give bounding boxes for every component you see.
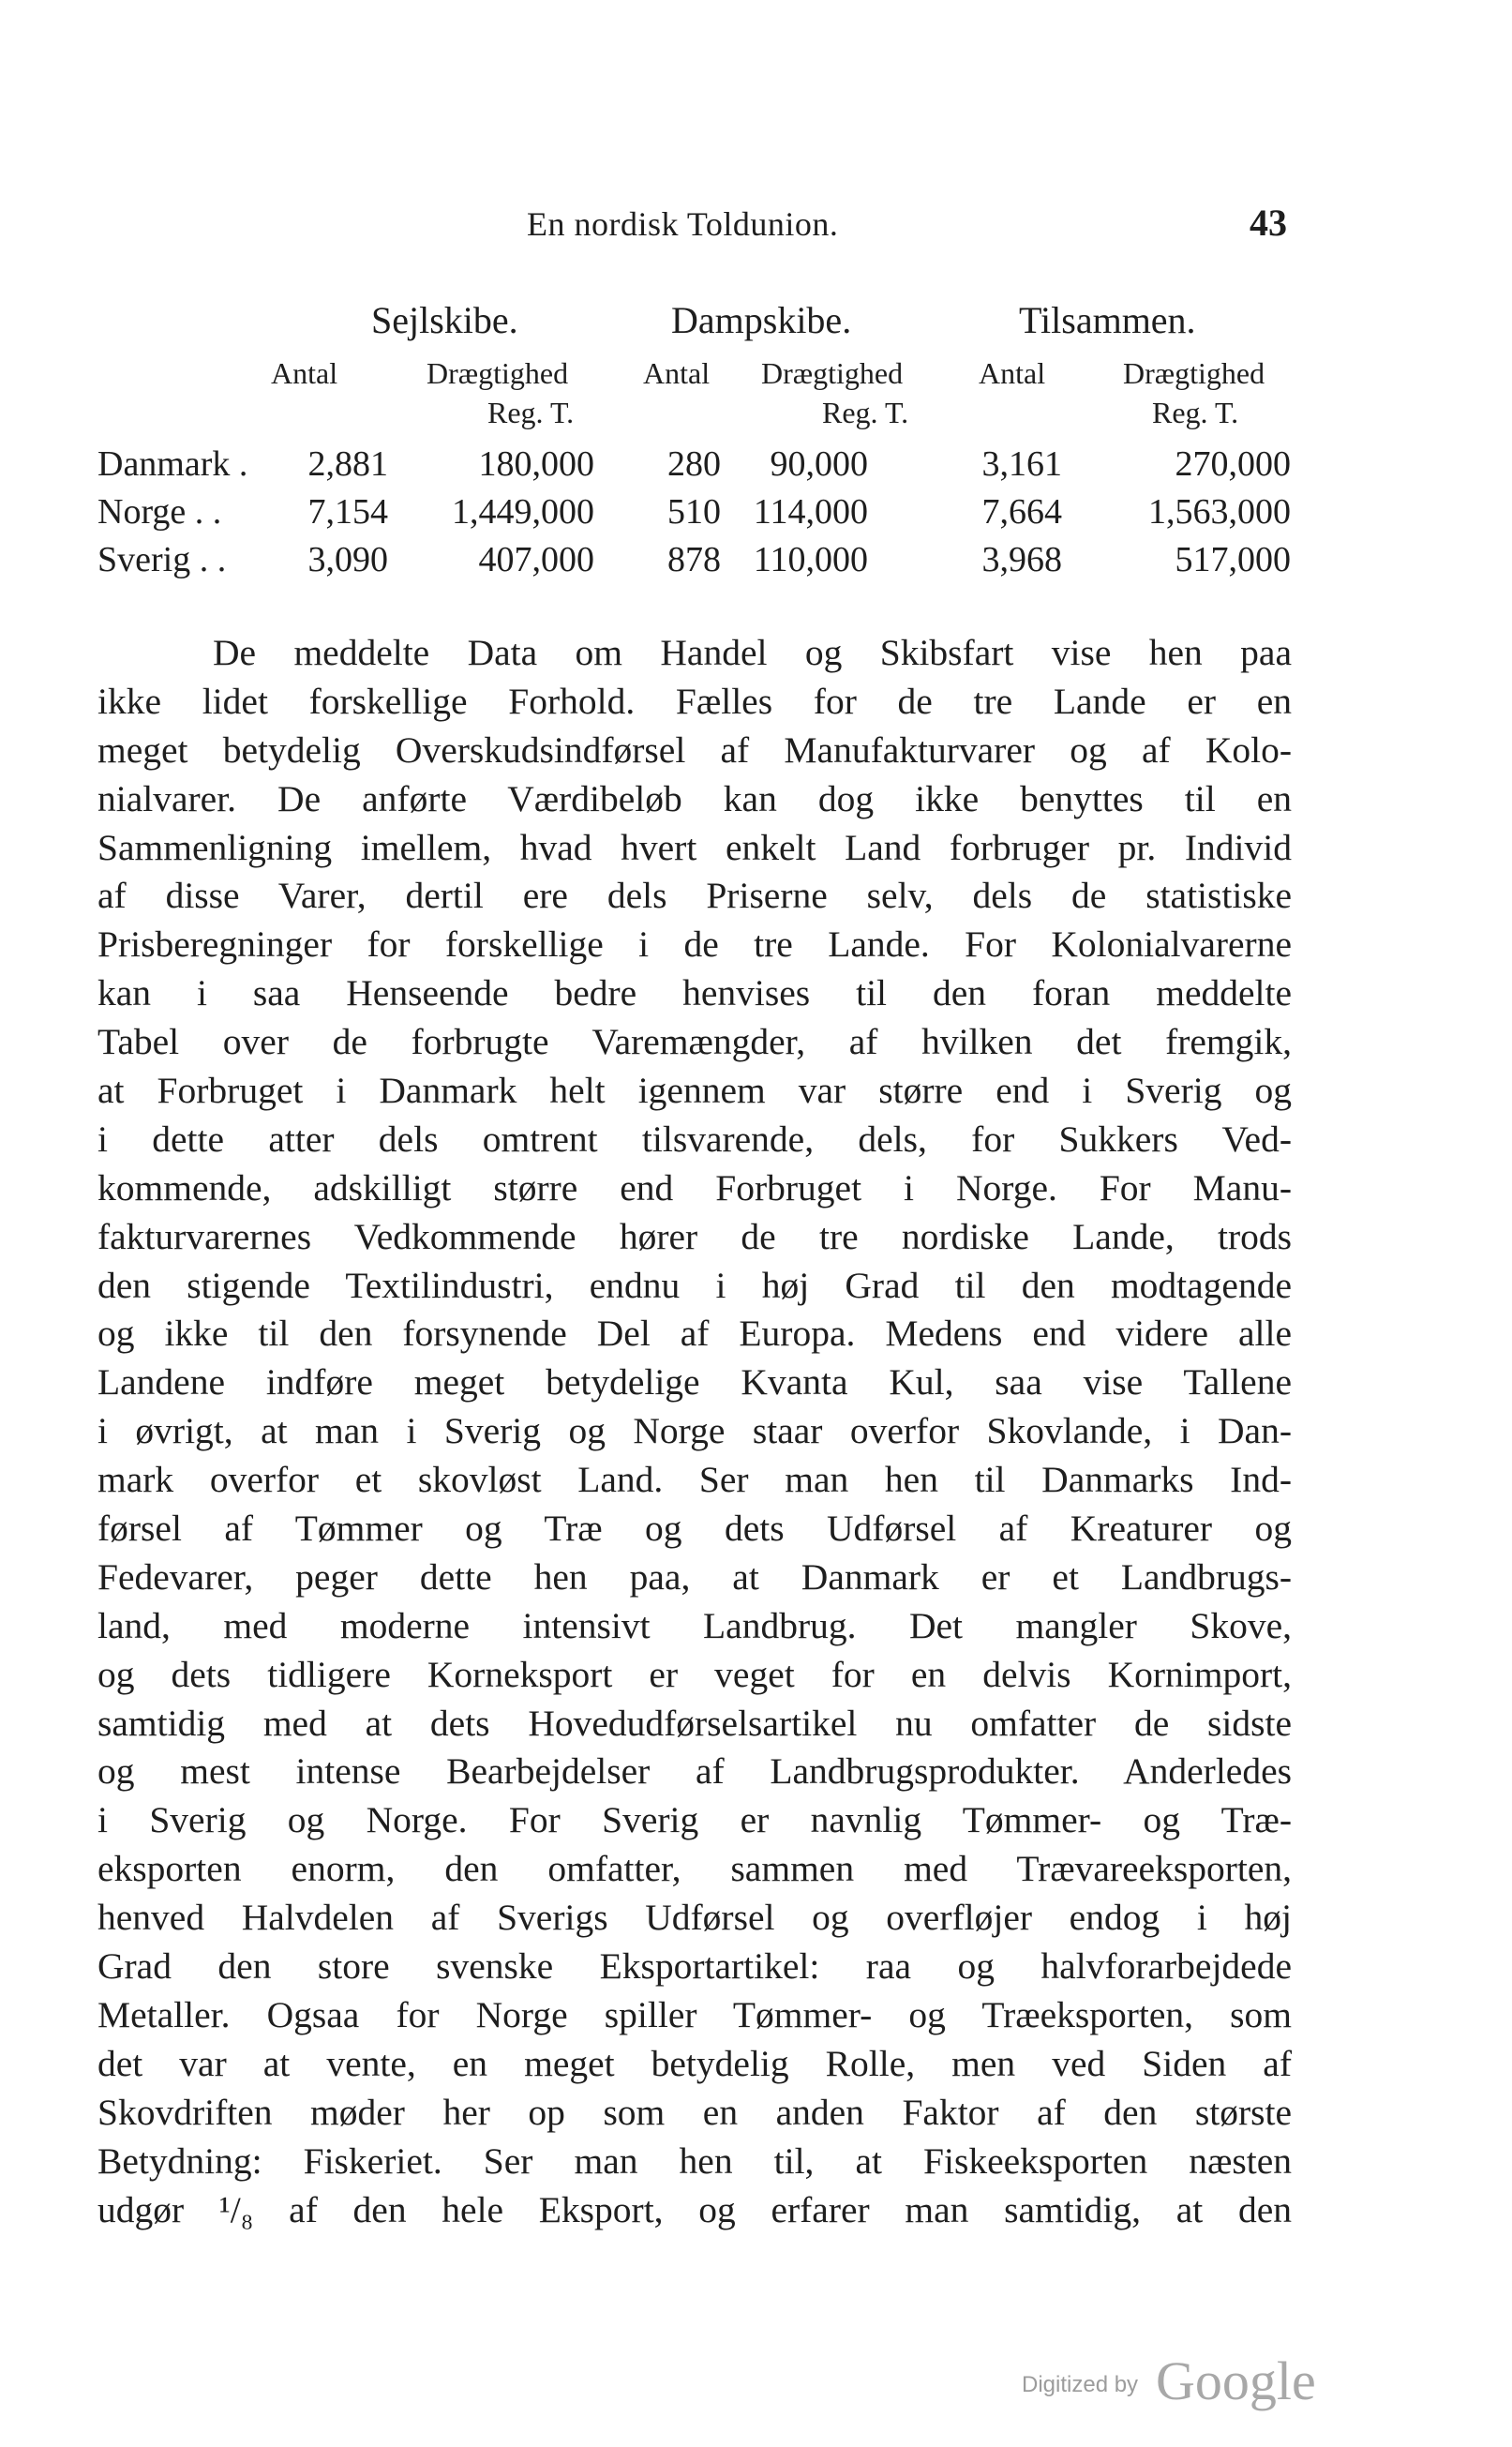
table-row (0, 539, 1512, 586)
text-line: samtidig med at dets Hovedudførselsartikel nu omfatter de sidste (97, 1702, 1292, 1744)
digitized-by-label: Digitized by (1022, 2372, 1139, 2397)
page-number: 43 (1250, 202, 1287, 244)
text-line: udgør ¹/₈ af den hele Eksport, og erfarer man samtidig, at den (97, 2188, 1292, 2230)
cell-total-tonnage: 270,000 (1175, 444, 1291, 484)
body-paragraph (97, 629, 1292, 2234)
google-logo: Google (1156, 2350, 1316, 2411)
cell-total-count: 3,161 (981, 444, 1062, 484)
text-line: kan i saa Henseende bedre henvises til den foran meddelte (97, 972, 1292, 1014)
cell-total-tonnage: 517,000 (1175, 540, 1291, 579)
text-line: Grad den store svenske Eksportartikel: raa og halvforarbejdede (97, 1945, 1292, 1988)
subheader-tonnage: Drægtighed (427, 356, 569, 390)
text-line: og ikke til den forsynende Del af Europa. Medens end videre alle (97, 1313, 1292, 1355)
text-line: det var at vente, en meget betydelig Rolle, men ved Siden af (97, 2042, 1292, 2084)
text-line: og mest intense Bearbejdelser af Landbrugsprodukter. Anderledes (97, 1750, 1292, 1793)
table-row (0, 443, 1512, 490)
text-line: Betydning: Fiskeriet. Ser man hen til, at Fiskeeksporten næsten (97, 2139, 1292, 2182)
cell-sail-count: 7,154 (307, 492, 388, 532)
text-line: mark overfor et skovløst Land. Ser man hen til Danmarks Ind- (97, 1459, 1292, 1501)
text-line: meget betydelig Overskudsindførsel af Manufakturvarer og af Kolo- (97, 728, 1292, 771)
cell-sail-count: 2,881 (307, 444, 388, 484)
text-line: kommende, adskilligt større end Forbruget i Norge. For Manu- (97, 1166, 1292, 1208)
text-line: fakturvarernes Vedkommende hører de tre nordiske Lande, trods (97, 1215, 1292, 1257)
row-label-country: Danmark . (97, 444, 248, 484)
cell-sail-count: 3,090 (307, 540, 388, 579)
cell-steam-tonnage: 90,000 (770, 444, 868, 484)
text-line: eksporten enorm, den omfatter, sammen med Trævareeksporten, (97, 1848, 1292, 1890)
subheader-unit: Reg. T. (487, 396, 575, 429)
cell-steam-count: 878 (667, 540, 721, 579)
cell-sail-tonnage: 407,000 (478, 540, 594, 579)
cell-steam-tonnage: 114,000 (753, 492, 868, 532)
text-line: nialvarer. De anførte Værdibeløb kan dog ikke benyttes til en (97, 777, 1292, 819)
cell-steam-count: 510 (667, 492, 721, 532)
running-title: En nordisk Toldunion. (527, 205, 839, 243)
subheader-count: Antal (271, 356, 338, 390)
table-row (0, 491, 1512, 538)
subheader-count: Antal (979, 356, 1046, 390)
text-line: at Forbruget i Danmark helt igennem var større end i Sverig og (97, 1070, 1292, 1112)
group-header-sailing-ships: Sejlskibe. (371, 299, 518, 341)
ship-tonnage-table (0, 298, 1512, 579)
text-line: Fedevarer, peger dette hen paa, at Danmark er et Landbrugs- (97, 1555, 1292, 1598)
text-line: den stigende Textilindustri, endnu i høj Grad til den modtagende (97, 1264, 1292, 1306)
text-line: førsel af Tømmer og Træ og dets Udførsel af Kreaturer og (97, 1508, 1292, 1550)
text-line: Prisberegninger for forskellige i de tre Lande. For Kolonialvarerne (97, 923, 1292, 966)
text-line: af disse Varer, dertil ere dels Priserne selv, dels de statistiske (97, 875, 1292, 917)
text-line: Metaller. Ogsaa for Norge spiller Tømmer- og Træeksporten, som (97, 1993, 1292, 2035)
text-line: De meddelte Data om Handel og Skibsfart vise hen paa (213, 632, 1292, 673)
subheader-unit: Reg. T. (822, 396, 909, 429)
subheader-tonnage: Drægtighed (1123, 356, 1265, 390)
cell-total-tonnage: 1,563,000 (1148, 492, 1291, 532)
text-line: Skovdriften møder her op som en anden Faktor af den største (97, 2091, 1292, 2133)
group-header-total: Tilsammen. (1019, 299, 1196, 341)
text-line: Tabel over de forbrugte Varemængder, af hvilken det fremgik, (97, 1021, 1292, 1063)
text-line: Landene indføre meget betydelige Kvanta Kul, saa vise Tallene (97, 1361, 1292, 1404)
text-line: i dette atter dels omtrent tilsvarende, dels, for Sukkers Ved- (97, 1118, 1292, 1160)
cell-total-count: 3,968 (981, 540, 1062, 579)
subheader-unit: Reg. T. (1152, 396, 1239, 429)
text-line: i øvrigt, at man i Sverig og Norge staar overfor Skovlande, i Dan- (97, 1410, 1292, 1452)
cell-sail-tonnage: 1,449,000 (452, 492, 594, 532)
cell-sail-tonnage: 180,000 (478, 444, 594, 484)
text-line: og dets tidligere Korneksport er veget for en delvis Kornimport, (97, 1653, 1292, 1695)
text-line: land, med moderne intensivt Landbrug. Det mangler Skove, (97, 1604, 1292, 1646)
group-header-steamships: Dampskibe. (671, 299, 852, 341)
subheader-count: Antal (643, 356, 711, 390)
cell-steam-tonnage: 110,000 (753, 540, 868, 579)
text-line: henved Halvdelen af Sverigs Udførsel og overfløjer endog i høj (97, 1897, 1292, 1939)
cell-total-count: 7,664 (981, 492, 1062, 532)
cell-steam-count: 280 (667, 444, 721, 484)
subheader-tonnage: Drægtighed (761, 356, 904, 390)
text-line: Sammenligning imellem, hvad hvert enkelt Land forbruger pr. Individ (97, 826, 1292, 868)
running-header (0, 204, 1512, 261)
text-line: ikke lidet forskellige Forhold. Fælles for de tre Lande er en (97, 680, 1292, 722)
row-label-country: Norge . . (97, 492, 222, 532)
row-label-country: Sverig . . (97, 540, 227, 579)
text-line: i Sverig og Norge. For Sverig er navnlig Tømmer- og Træ- (97, 1799, 1292, 1841)
